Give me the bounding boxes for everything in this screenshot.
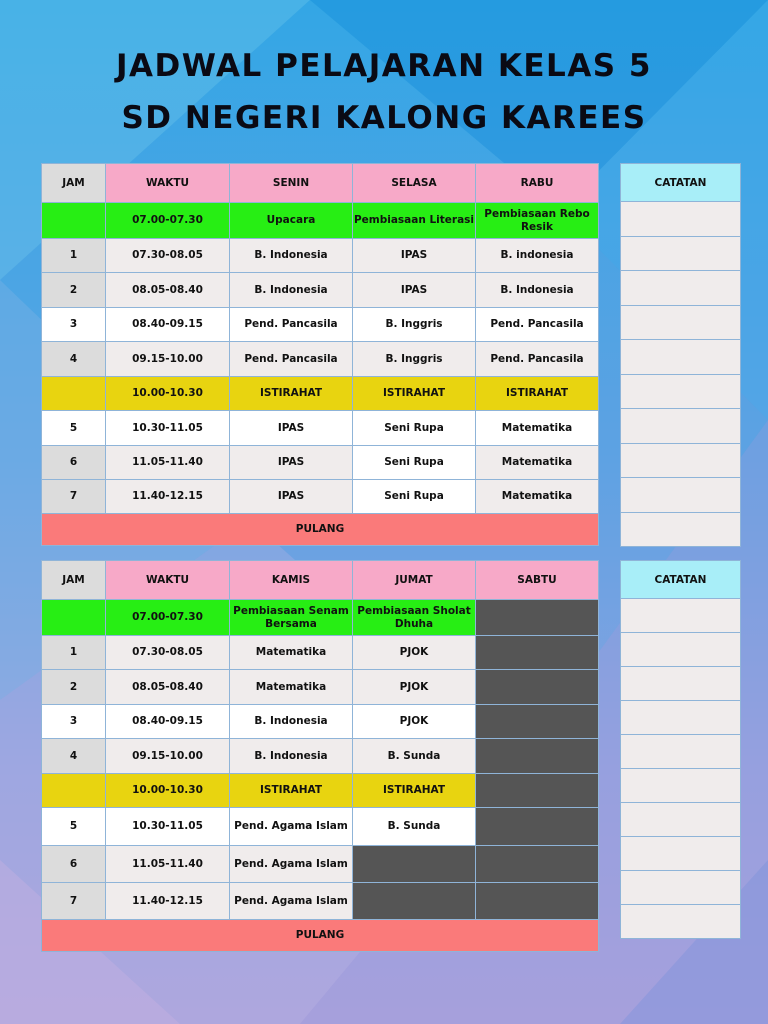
jam-cell: 1: [42, 239, 106, 273]
note-row[interactable]: [620, 478, 741, 513]
subject-cell: Seni Rupa: [353, 446, 476, 480]
subject-cell: Pend. Pancasila: [230, 308, 353, 342]
header-rabu: RABU: [476, 164, 599, 203]
subject-cell: [353, 883, 476, 920]
subject-cell: Matematika: [230, 636, 353, 670]
note-row[interactable]: [620, 202, 741, 237]
jam-cell: 3: [42, 308, 106, 342]
jam-cell: 6: [42, 446, 106, 480]
subject-cell: Pembiasaan Literasi: [353, 203, 476, 239]
subject-cell: ISTIRAHAT: [230, 377, 353, 411]
subject-cell: [476, 600, 599, 636]
note-row[interactable]: [620, 633, 741, 667]
waktu-cell: 10.30-11.05: [106, 808, 230, 846]
subject-cell: Pembiasaan Senam Bersama: [230, 600, 353, 636]
note-row[interactable]: [620, 409, 741, 444]
schedule-table-1: [41, 163, 599, 546]
subject-cell: [353, 846, 476, 883]
table-row: [42, 377, 599, 411]
subject-cell: Pend. Pancasila: [476, 342, 599, 377]
subject-cell: [476, 846, 599, 883]
subject-cell: Pembiasaan Rebo Resik: [476, 203, 599, 239]
header-kamis: KAMIS: [230, 561, 353, 600]
waktu-cell: 11.05-11.40: [106, 446, 230, 480]
note-row[interactable]: [620, 769, 741, 803]
jam-cell: 3: [42, 705, 106, 739]
header-waktu: WAKTU: [106, 164, 230, 203]
subject-cell: [476, 808, 599, 846]
waktu-cell: 07.30-08.05: [106, 636, 230, 670]
subject-cell: IPAS: [230, 411, 353, 446]
subject-cell: IPAS: [230, 446, 353, 480]
table-row: [42, 808, 599, 846]
jam-cell: 5: [42, 411, 106, 446]
subject-cell: B. Sunda: [353, 739, 476, 774]
subject-cell: PJOK: [353, 705, 476, 739]
table-row: [42, 705, 599, 739]
table-row: [42, 846, 599, 883]
subject-cell: Pend. Agama Islam: [230, 883, 353, 920]
jam-cell: [42, 600, 106, 636]
header-jumat: JUMAT: [353, 561, 476, 600]
subject-cell: Pend. Agama Islam: [230, 808, 353, 846]
subject-cell: B. Indonesia: [476, 273, 599, 308]
subject-cell: [476, 739, 599, 774]
footer-row: [42, 514, 599, 546]
subject-cell: B. Indonesia: [230, 739, 353, 774]
subject-cell: IPAS: [353, 273, 476, 308]
header-senin: SENIN: [230, 164, 353, 203]
pulang-label: PULANG: [42, 514, 599, 546]
subject-cell: Pend. Pancasila: [230, 342, 353, 377]
table-row: [42, 636, 599, 670]
subject-cell: PJOK: [353, 670, 476, 705]
subject-cell: Matematika: [476, 411, 599, 446]
subject-cell: IPAS: [353, 239, 476, 273]
subject-cell: [476, 774, 599, 808]
note-row[interactable]: [620, 905, 741, 939]
jam-cell: 7: [42, 883, 106, 920]
jam-cell: 7: [42, 480, 106, 514]
subject-cell: Seni Rupa: [353, 480, 476, 514]
subject-cell: [476, 883, 599, 920]
table-row: [42, 774, 599, 808]
notes-column-1: [620, 163, 741, 547]
note-row[interactable]: [620, 701, 741, 735]
note-row[interactable]: [620, 444, 741, 479]
subject-cell: [476, 636, 599, 670]
note-row[interactable]: [620, 599, 741, 633]
jam-cell: [42, 774, 106, 808]
pulang-label: PULANG: [42, 920, 599, 952]
waktu-cell: 08.40-09.15: [106, 308, 230, 342]
waktu-cell: 08.05-08.40: [106, 670, 230, 705]
subject-cell: Pend. Pancasila: [476, 308, 599, 342]
waktu-cell: 07.30-08.05: [106, 239, 230, 273]
subject-cell: ISTIRAHAT: [230, 774, 353, 808]
page-title-line1: JADWAL PELAJARAN KELAS 5: [116, 48, 652, 84]
jam-cell: 2: [42, 670, 106, 705]
subject-cell: ISTIRAHAT: [353, 377, 476, 411]
note-row[interactable]: [620, 871, 741, 905]
note-row[interactable]: [620, 375, 741, 410]
table-row: [42, 600, 599, 636]
waktu-cell: 07.00-07.30: [106, 203, 230, 239]
schedule-table-2: [41, 560, 599, 952]
table-row: [42, 883, 599, 920]
jam-cell: 6: [42, 846, 106, 883]
table-row: [42, 446, 599, 480]
waktu-cell: 10.00-10.30: [106, 774, 230, 808]
subject-cell: B. Inggris: [353, 342, 476, 377]
footer-row: [42, 920, 599, 952]
waktu-cell: 10.30-11.05: [106, 411, 230, 446]
subject-cell: B. Sunda: [353, 808, 476, 846]
waktu-cell: 08.05-08.40: [106, 273, 230, 308]
subject-cell: PJOK: [353, 636, 476, 670]
subject-cell: Seni Rupa: [353, 411, 476, 446]
header-row: [42, 561, 599, 600]
table-row: [42, 273, 599, 308]
subject-cell: ISTIRAHAT: [353, 774, 476, 808]
note-row[interactable]: [620, 513, 741, 548]
header-jam: JAM: [42, 164, 106, 203]
note-row[interactable]: [620, 735, 741, 769]
note-row[interactable]: [620, 803, 741, 837]
table-row: [42, 670, 599, 705]
table-row: [42, 203, 599, 239]
table-row: [42, 480, 599, 514]
subject-cell: B. Inggris: [353, 308, 476, 342]
header-jam: JAM: [42, 561, 106, 600]
subject-cell: [476, 670, 599, 705]
jam-cell: 5: [42, 808, 106, 846]
table-row: [42, 239, 599, 273]
subject-cell: Matematika: [476, 480, 599, 514]
jam-cell: [42, 203, 106, 239]
subject-cell: ISTIRAHAT: [476, 377, 599, 411]
subject-cell: B. Indonesia: [230, 239, 353, 273]
subject-cell: IPAS: [230, 480, 353, 514]
header-waktu: WAKTU: [106, 561, 230, 600]
page-title-line2: SD NEGERI KALONG KAREES: [121, 100, 647, 136]
jam-cell: [42, 377, 106, 411]
subject-cell: Pend. Agama Islam: [230, 846, 353, 883]
notes-column-2: [620, 560, 741, 939]
subject-cell: Matematika: [230, 670, 353, 705]
subject-cell: Matematika: [476, 446, 599, 480]
header-selasa: SELASA: [353, 164, 476, 203]
subject-cell: B. Indonesia: [230, 705, 353, 739]
waktu-cell: 08.40-09.15: [106, 705, 230, 739]
jam-cell: 1: [42, 636, 106, 670]
jam-cell: 4: [42, 739, 106, 774]
waktu-cell: 10.00-10.30: [106, 377, 230, 411]
subject-cell: Upacara: [230, 203, 353, 239]
subject-cell: [476, 705, 599, 739]
note-row[interactable]: [620, 667, 741, 701]
catatan-header: CATATAN: [620, 163, 741, 202]
jam-cell: 2: [42, 273, 106, 308]
table-row: [42, 411, 599, 446]
note-row[interactable]: [620, 237, 741, 272]
waktu-cell: 07.00-07.30: [106, 600, 230, 636]
subject-cell: B. indonesia: [476, 239, 599, 273]
table-row: [42, 739, 599, 774]
waktu-cell: 11.05-11.40: [106, 846, 230, 883]
note-row[interactable]: [620, 340, 741, 375]
table-row: [42, 342, 599, 377]
jam-cell: 4: [42, 342, 106, 377]
waktu-cell: 09.15-10.00: [106, 739, 230, 774]
note-row[interactable]: [620, 271, 741, 306]
header-row: [42, 164, 599, 203]
table-row: [42, 308, 599, 342]
waktu-cell: 11.40-12.15: [106, 480, 230, 514]
catatan-header: CATATAN: [620, 560, 741, 599]
note-row[interactable]: [620, 837, 741, 871]
subject-cell: B. Indonesia: [230, 273, 353, 308]
note-row[interactable]: [620, 306, 741, 341]
waktu-cell: 09.15-10.00: [106, 342, 230, 377]
subject-cell: Pembiasaan Sholat Dhuha: [353, 600, 476, 636]
header-sabtu: SABTU: [476, 561, 599, 600]
waktu-cell: 11.40-12.15: [106, 883, 230, 920]
